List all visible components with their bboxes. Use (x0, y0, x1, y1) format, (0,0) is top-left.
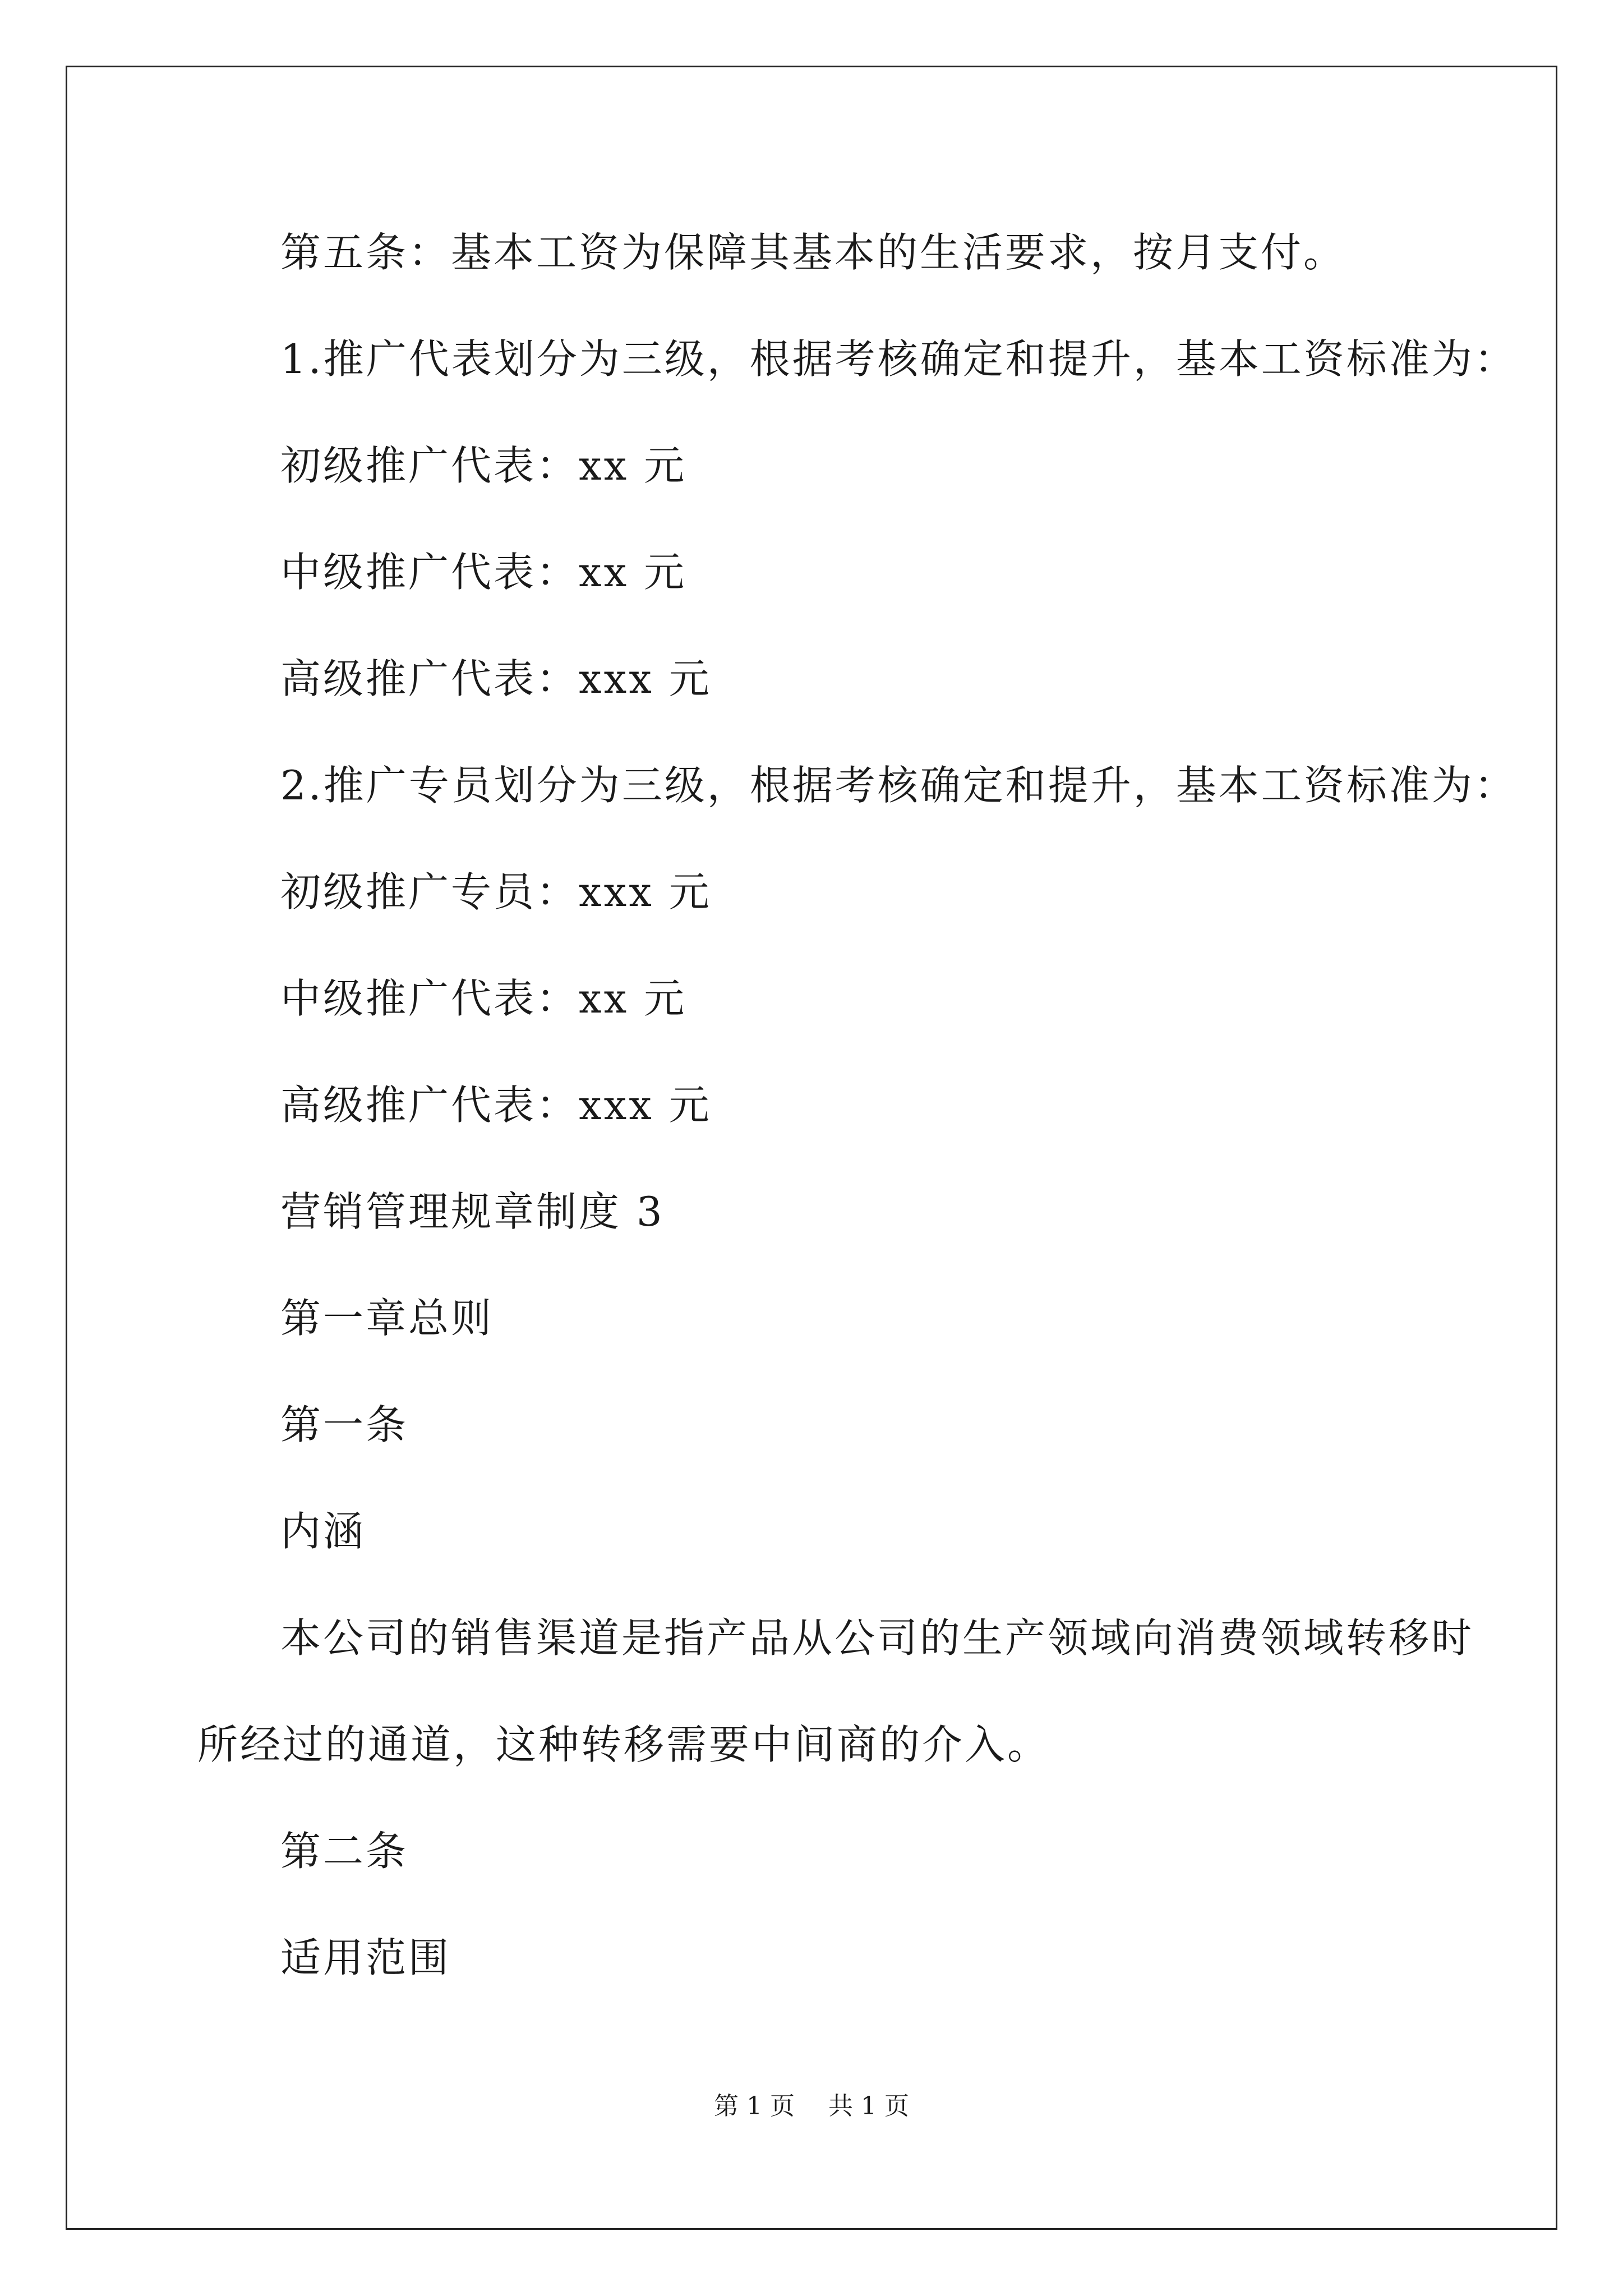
chapter-heading: 第一章总则 (280, 1295, 494, 1342)
paragraph-line-1: 本公司的销售渠道是指产品从公司的生产领域向消费领域转移时 (280, 1614, 1474, 1662)
specialist-levels-text: 2.推广专员划分为三级，根据考核确定和提升，基本工资标准为： (280, 762, 1517, 809)
paragraph-line-2: 所经过的通道，这种转移需要中间商的介入。 (197, 1721, 1050, 1768)
article-1-subheading: 内涵 (280, 1508, 366, 1555)
page-total: 共 1 页 (828, 2092, 909, 2120)
section-title: 营销管理规章制度 3 (280, 1188, 665, 1235)
page-border (66, 66, 1557, 2230)
article-1-heading: 第一条 (280, 1401, 409, 1448)
mid-rep-salary-2: 中级推广代表：xx 元 (280, 975, 687, 1022)
article-5-text: 第五条：基本工资为保障其基本的生活要求，按月支付。 (280, 229, 1347, 276)
senior-rep-salary-2: 高级推广代表：xxx 元 (280, 1082, 712, 1129)
junior-specialist-salary: 初级推广专员：xxx 元 (280, 868, 712, 915)
article-2-heading: 第二条 (280, 1828, 409, 1875)
page-footer (0, 2090, 1623, 2123)
senior-rep-salary: 高级推广代表：xxx 元 (280, 655, 712, 702)
page-number: 第 1 页 (714, 2092, 795, 2120)
mid-rep-salary: 中级推广代表：xx 元 (280, 549, 687, 596)
junior-rep-salary: 初级推广代表：xx 元 (280, 442, 687, 489)
article-2-subheading: 适用范围 (280, 1934, 451, 1981)
rep-levels-text: 1.推广代表划分为三级，根据考核确定和提升，基本工资标准为： (280, 335, 1517, 383)
